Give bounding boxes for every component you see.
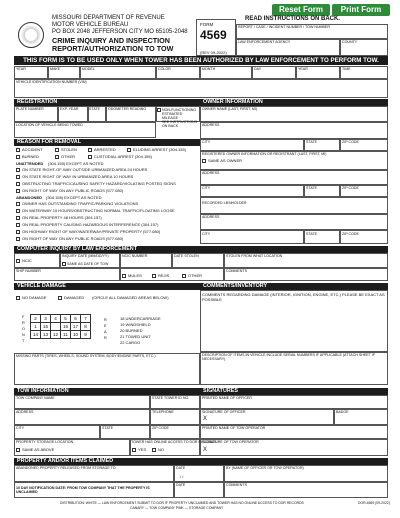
inquiry-comments-field[interactable] [224, 268, 388, 281]
on-back-label: ON BACK [162, 124, 179, 128]
same-as-tow-date-checkbox[interactable] [62, 262, 66, 266]
agency-name: MISSOURI DEPARTMENT OF REVENUE [52, 15, 165, 21]
unattended-option-1-checkbox[interactable] [16, 168, 20, 172]
property-comments-label: COMMENTS [226, 483, 247, 487]
tow-address-label: ADDRESS [16, 410, 34, 414]
tow-company-label: TOW COMPANY NAME [16, 396, 55, 400]
online-access-yes-checkbox[interactable] [132, 448, 136, 452]
tow-information-title: TOW INFORMATION [14, 388, 200, 395]
missouri-seal-icon [18, 22, 44, 48]
legend-windshield: 19 WINDSHIELD [120, 322, 151, 327]
abandoned-subheading: (304.155) EXCEPT AS NOTED [46, 195, 102, 200]
lienholder-city-label: CITY [202, 232, 211, 236]
tow-state-label: STATE [102, 426, 114, 430]
inventory-description-label: DESCRIPTION OF ITEMS IN VEHICLE INCLUDE SERIAL NUMBERS IF APPLICABLE (ATTACH SHEET IF NECESSARY) [202, 353, 375, 361]
tow-city-field[interactable] [14, 425, 100, 439]
registered-city-field[interactable] [200, 185, 304, 197]
custodial-arrest-label: CUSTODIAL ARREST (304.155) [94, 154, 152, 159]
lienholder-zip-label: ZIP CODE [342, 232, 359, 236]
authorization-banner: THIS FORM IS TO BE USED ONLY WHEN TOWER HAS BEEN AUTHORIZED BY LAW ENFORCEMENT TO PERFORM TOW. [14, 56, 388, 65]
damaged-checkbox[interactable] [58, 296, 62, 300]
registration-section-title: REGISTRATION [14, 99, 200, 106]
owner-state-label: STATE [306, 140, 318, 144]
day-label: DAY [254, 67, 262, 71]
ncic-box [14, 253, 60, 268]
stolen-checkbox[interactable] [55, 148, 59, 152]
see-instructions-label: SEE INSTRUCTIONS [162, 120, 198, 124]
unattended-subheading: (304.155) EXCEPT AS NOTED [48, 161, 104, 166]
form-title-line2: REPORT/AUTHORIZATION TO TOW [52, 44, 174, 53]
release-date-slashes: / / [180, 474, 184, 479]
tow-telephone-label: TELEPHONE [152, 410, 174, 414]
legend-towed-unit: 21 TOWED UNIT [120, 334, 151, 339]
abandoned-option-2: ON WATERWAY 10 HOURS/OBSTRUCTING NORMAL TRAFFIC/FLOATING LOOSE [22, 208, 175, 213]
county-label: COUNTY [342, 40, 358, 44]
unattended-option-4: ON RIGHT OF WAY ON ANY PUBLIC ROADS (577.080) [22, 188, 124, 193]
unattended-option-2-checkbox[interactable] [16, 175, 20, 179]
other-system-checkbox[interactable] [182, 274, 186, 278]
storage-location-label: PROPERTY STORAGE LOCATION [16, 440, 74, 444]
released-to-label: ABANDONED PROPERTY RELEASED FROM STORAGE TO [16, 466, 116, 470]
abandoned-option-4: ON REAL PROPERTY CAUSING HAZARDOUS INTERFERENCE (304.157) [22, 222, 159, 227]
ncic-number-label: NCIC NUMBER [122, 254, 148, 258]
bureau-name: MOTOR VEHICLE BUREAU [52, 22, 129, 28]
eluding-arrest-checkbox[interactable] [127, 148, 131, 152]
plate-label: PLATE NUMBER [16, 107, 44, 111]
officer-signature-label: SIGNATURE OF OFFICER [202, 410, 246, 414]
registered-address-label: ADDRESS [202, 171, 220, 175]
owner-zip-label: ZIP CODE [342, 140, 359, 144]
lienholder-address-label: ADDRESS [202, 215, 220, 219]
abandoned-option-1: OWNER HAS OUTSTANDING TRAFFIC/PARKING VIOLATIONS [22, 201, 139, 206]
inquiry-date-label: INQUIRY DATE (MM/DD/YY) [62, 254, 109, 258]
other-label: OTHER [61, 154, 75, 159]
tow-operator-signature-x: X [203, 447, 208, 453]
date-stolen-label: DATE STOLEN [174, 254, 199, 258]
released-by-label: BY (NAME OF OFFICER OR TOW OPERATOR) [226, 466, 304, 470]
report-number-label: REPORT / CASE / INCIDENT NUMBER / TOW NUMBER [238, 25, 330, 29]
unattended-option-3-checkbox[interactable] [16, 182, 20, 186]
comments-inventory-title: COMMENTS/INVENTORY [200, 283, 388, 290]
state-tower-id-label: STATE TOWER ID NO. [152, 396, 190, 400]
damaged-label: DAMAGED [64, 295, 85, 300]
lienholder-state-label: STATE [306, 232, 318, 236]
agency-address: PO BOX 2048 JEFFERSON CITY MO 65105-2048 [52, 29, 188, 35]
non-functioning-label: NON-FUNCTIONING [162, 108, 197, 112]
abandoned-option-1-checkbox[interactable] [16, 202, 20, 206]
print-form-button[interactable]: Print Form [332, 4, 390, 16]
read-instructions: READ INSTRUCTIONS ON BACK. [245, 16, 341, 22]
stolen-from-label: STOLEN FROM WHAT LOCATION [226, 254, 283, 258]
online-access-label: TOWER HAS ONLINE ACCESS TO DOR RECORDS [131, 440, 217, 444]
distribution-note-2: CANARY — TOW COMPANY PINK — STORAGE COMPANY [130, 506, 224, 510]
owner-name-label: OWNER NAME (LAST, FIRST, MI) [202, 107, 258, 111]
lienholder-address-field[interactable] [200, 214, 388, 230]
registered-owner-label: REGISTERED OWNER INFORMATION OR REGISTRANT (LAST, FIRST, MI) [202, 152, 327, 156]
tow-address-field[interactable] [14, 409, 150, 425]
accident-label: ACCIDENT [22, 147, 43, 152]
year-label: YEAR [16, 67, 26, 71]
no-damage-checkbox[interactable] [16, 296, 20, 300]
mules-checkbox[interactable] [122, 274, 126, 278]
lienholder-city-field[interactable] [200, 230, 304, 244]
custodial-arrest-checkbox[interactable] [88, 155, 92, 159]
month-label: MONTH [202, 67, 216, 71]
form-code: DOR-4569 (09-2022) [358, 501, 390, 505]
vin-label: VEHICLE IDENTIFICATION NUMBER (VIN) [16, 80, 87, 84]
legend-undercarriage: 18 UNDERCARRIAGE [120, 316, 161, 321]
abandoned-option-6: ON RIGHT OF WAY ON ANY PUBLIC ROADS (577.080) [22, 236, 124, 241]
tow-zip-label: ZIP CODE [152, 426, 169, 430]
missing-parts-label: MISSING PARTS (TIRES, WHEELS, SOUND SYSTEM, BODY/ENGINE PARTS, ETC.) [16, 354, 156, 358]
registered-city-label: CITY [202, 186, 211, 190]
online-access-no-checkbox[interactable] [152, 448, 156, 452]
front-label: F R O N T [22, 315, 25, 343]
same-as-above-checkbox[interactable] [16, 448, 20, 452]
unattended-option-2: ON STATE RIGHT OF WAY IN URBANIZED AREA 10 HOURS [22, 174, 134, 179]
registered-zip-label: ZIP CODE [342, 186, 359, 190]
unattended-option-4-checkbox[interactable] [16, 189, 20, 193]
removal-section-title: REASON FOR REMOVAL [14, 139, 200, 146]
ncic-label: NCIC [22, 258, 32, 263]
same-as-above-label: SAME AS ABOVE [22, 447, 55, 452]
unattended-option-3: OBSTRUCTING TRAFFIC/CAUSING SAFETY HAZARD/VIOLATING POSTED SIGNS [22, 181, 176, 186]
tow-year-label: YEAR [298, 67, 308, 71]
rear-label: R E A R [104, 318, 107, 340]
exp-year-label: EXP. YEAR [60, 107, 79, 111]
abandoned-option-5: ON HIGHWAY RIGHT OF WAY/WATERWAY/PRIVATE PROPERTY (577.080) [22, 229, 161, 234]
officer-signature-x: X [203, 416, 208, 422]
estimated-label: ESTIMATED [162, 112, 183, 116]
owner-city-label: CITY [202, 140, 211, 144]
agency-label: LAW ENFORCEMENT AGENCY [238, 40, 291, 44]
circle-note: (CIRCLE ALL DAMAGED AREAS BELOW) [92, 295, 169, 300]
mules-label: MULES [128, 273, 142, 278]
odometer-label: ODOMETER READING [108, 107, 147, 111]
owner-address-field[interactable] [200, 122, 388, 139]
abandoned-option-4-checkbox[interactable] [16, 223, 20, 227]
officer-printed-name-label: PRINTED NAME OF OFFICER [202, 396, 252, 400]
ship-number-label: SHIP NUMBER [16, 269, 41, 273]
non-functioning-checkbox[interactable] [157, 108, 161, 112]
distribution-note: DISTRIBUTION: WHITE — LAW ENFORCEMENT SUBMIT TO DOR IF PROPERTY UNCLAIMED AND TOWER HAS NO ONLINE ACCESS TO DOR RECORDS [60, 501, 304, 505]
stolen-label: STOLEN [61, 147, 77, 152]
reg-state-label: STATE [89, 107, 101, 111]
online-access-yes-label: YES [138, 447, 147, 452]
signatures-title: SIGNATURES [200, 388, 388, 395]
form-number: 4569 [200, 28, 227, 42]
mileage-label: MILEAGE [162, 116, 178, 120]
legend-burned: 20 BURNED [120, 328, 143, 333]
vehicle-damage-title: VEHICLE DAMAGE [14, 283, 200, 290]
tow-operator-printed-label: PRINTED NAME OF TOW OPERATOR [202, 426, 266, 430]
online-access-no-label: NO [158, 447, 164, 452]
owner-address-label: ADDRESS [202, 123, 220, 127]
form-revision: (REV 09-2022) [200, 50, 227, 55]
notification-date-label: DATE [176, 483, 186, 487]
badge-label: BADGE [336, 410, 349, 414]
damage-grid[interactable]: 2 3 4 5 6 7 1 15 16 17 8 14 13 12 11 10 9 [30, 314, 91, 339]
abandoned-heading: ABANDONED [16, 195, 42, 200]
abandoned-option-5-checkbox[interactable] [16, 230, 20, 234]
form-title-line1: CRIME INQUIRY AND INSPECTION [52, 36, 170, 45]
reset-form-button[interactable]: Reset Form [272, 4, 330, 16]
inquiry-comments-label: COMMENTS [226, 269, 247, 273]
lienholder-label: RECORDED LIENHOLDER [202, 201, 247, 205]
same-as-owner-label: SAME AS OWNER [208, 158, 243, 163]
time-label: TIME [342, 67, 351, 71]
abandoned-option-2-checkbox[interactable] [16, 209, 20, 213]
abandoned-option-3: ON REAL PROPERTY 48 HOURS (304.157) [22, 215, 102, 220]
rejis-checkbox[interactable] [152, 274, 156, 278]
registered-state-label: STATE [306, 186, 318, 190]
registered-address-field[interactable] [200, 170, 388, 185]
notification-label: 10 DAY NOTIFICATION DATE: FROM TOW COMPANY THAT THE PROPERTY IS UNCLAIMED [16, 486, 150, 494]
color-label: COLOR [158, 67, 171, 71]
no-damage-label: NO DAMAGE [22, 295, 47, 300]
same-as-owner-checkbox[interactable] [202, 159, 206, 163]
owner-section-title: OWNER INFORMATION [200, 99, 388, 106]
ncic-checkbox[interactable] [16, 259, 20, 263]
unattended-heading: UNATTENDED [16, 161, 44, 166]
owner-city-field[interactable] [200, 139, 304, 151]
rejis-label: REJIS [158, 273, 170, 278]
abandoned-option-3-checkbox[interactable] [16, 216, 20, 220]
property-comments-field[interactable] [224, 482, 388, 498]
lienholder-name-field[interactable] [200, 197, 388, 214]
computer-inquiry-title: COMPUTER INQUIRY BY LAW ENFORCEMENT [14, 246, 388, 253]
arrested-checkbox[interactable] [88, 148, 92, 152]
model-label: MODEL [82, 67, 95, 71]
burned-checkbox[interactable] [16, 155, 20, 159]
vehicle-location-label: LOCATION OF VEHICLE BEING TOWED [16, 123, 83, 127]
accident-checkbox[interactable] [16, 148, 20, 152]
damage-comments-label: COMMENTS REGARDING DAMAGE (INTERIOR, IGNITION, ENGINE, ETC.) PLEASE BE EXACT AS POSSIBLE [202, 292, 385, 302]
other-system-label: OTHER [188, 273, 202, 278]
unattended-option-1: ON STATE RIGHT-OF-WAY OUTSIDE URBANIZED AREA 24 HOURS [22, 167, 148, 172]
make-label: MAKE [50, 67, 61, 71]
form-label: FORM [200, 22, 214, 27]
burned-label: BURNED [22, 154, 39, 159]
legend-cargo: 22 CARGO [120, 340, 141, 345]
abandoned-option-6-checkbox[interactable] [16, 237, 20, 241]
property-claimed-title: PROPERTY AND/OR ITEMS CLAIMED [14, 458, 388, 465]
release-date-label: DATE [176, 466, 186, 470]
other-checkbox[interactable] [55, 155, 59, 159]
eluding-arrest-label: ELUDING ARREST (304.155) [133, 147, 187, 152]
arrested-label: ARRESTED [94, 147, 116, 152]
tow-operator-signature-label: SIGNATURE OF TOW OPERATOR [202, 440, 259, 444]
tow-city-label: CITY [16, 426, 25, 430]
same-as-tow-date-label: SAME AS DATE OF TOW [67, 262, 109, 266]
